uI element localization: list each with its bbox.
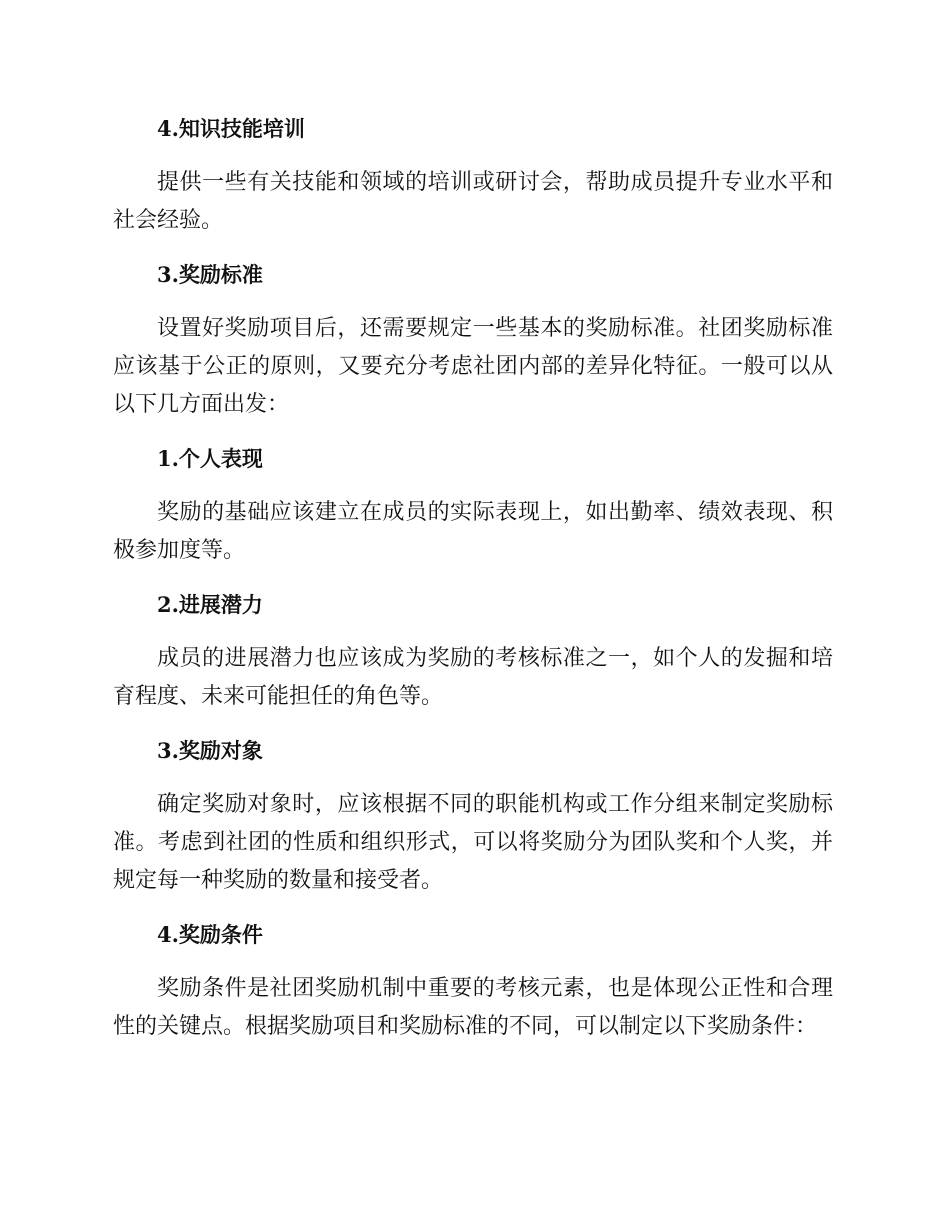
section-heading-skills-training: 4.知识技能培训 [157,116,305,141]
spacer [113,424,833,440]
section-paragraph-reward-recipients: 确定奖励对象时，应该根据不同的职能机构或工作分组来制定奖励标准。考虑到社团的性质和组织形式，可以将奖励分为团队奖和个人奖，并规定每一种奖励的数量和接受者。 [113,792,833,893]
spacer [113,900,833,916]
section-heading-personal-performance: 1.个人表现 [157,446,263,471]
spacer [113,770,833,786]
section-paragraph-reward-standards: 设置好奖励项目后，还需要规定一些基本的奖励标准。社团奖励标准应该基于公正的原则，又要充分考虑社团内部的差异化特征。一般可以从以下几方面出发： [113,316,833,417]
spacer [113,240,833,256]
spacer [113,716,833,732]
section-heading-reward-standards: 3.奖励标准 [157,262,263,287]
section-heading-growth-potential: 2.进展潜力 [157,592,263,617]
spacer [113,478,833,494]
document-body [113,110,833,1046]
section-paragraph-personal-performance: 奖励的基础应该建立在成员的实际表现上，如出勤率、绩效表现、积极参加度等。 [113,500,833,563]
spacer [113,624,833,640]
section-paragraph-growth-potential: 成员的进展潜力也应该成为奖励的考核标准之一，如个人的发掘和培育程度、未来可能担任的角色等。 [113,646,833,709]
section-paragraph-reward-conditions: 奖励条件是社团奖励机制中重要的考核元素，也是体现公正性和合理性的关键点。根据奖励项目和奖励标准的不同，可以制定以下奖励条件： [113,976,833,1039]
spacer [113,294,833,310]
section-paragraph-skills-training: 提供一些有关技能和领域的培训或研讨会，帮助成员提升专业水平和社会经验。 [113,170,833,233]
spacer [113,148,833,164]
spacer [113,954,833,970]
spacer [113,570,833,586]
section-heading-reward-conditions: 4.奖励条件 [157,922,263,947]
section-heading-reward-recipients: 3.奖励对象 [157,738,263,763]
